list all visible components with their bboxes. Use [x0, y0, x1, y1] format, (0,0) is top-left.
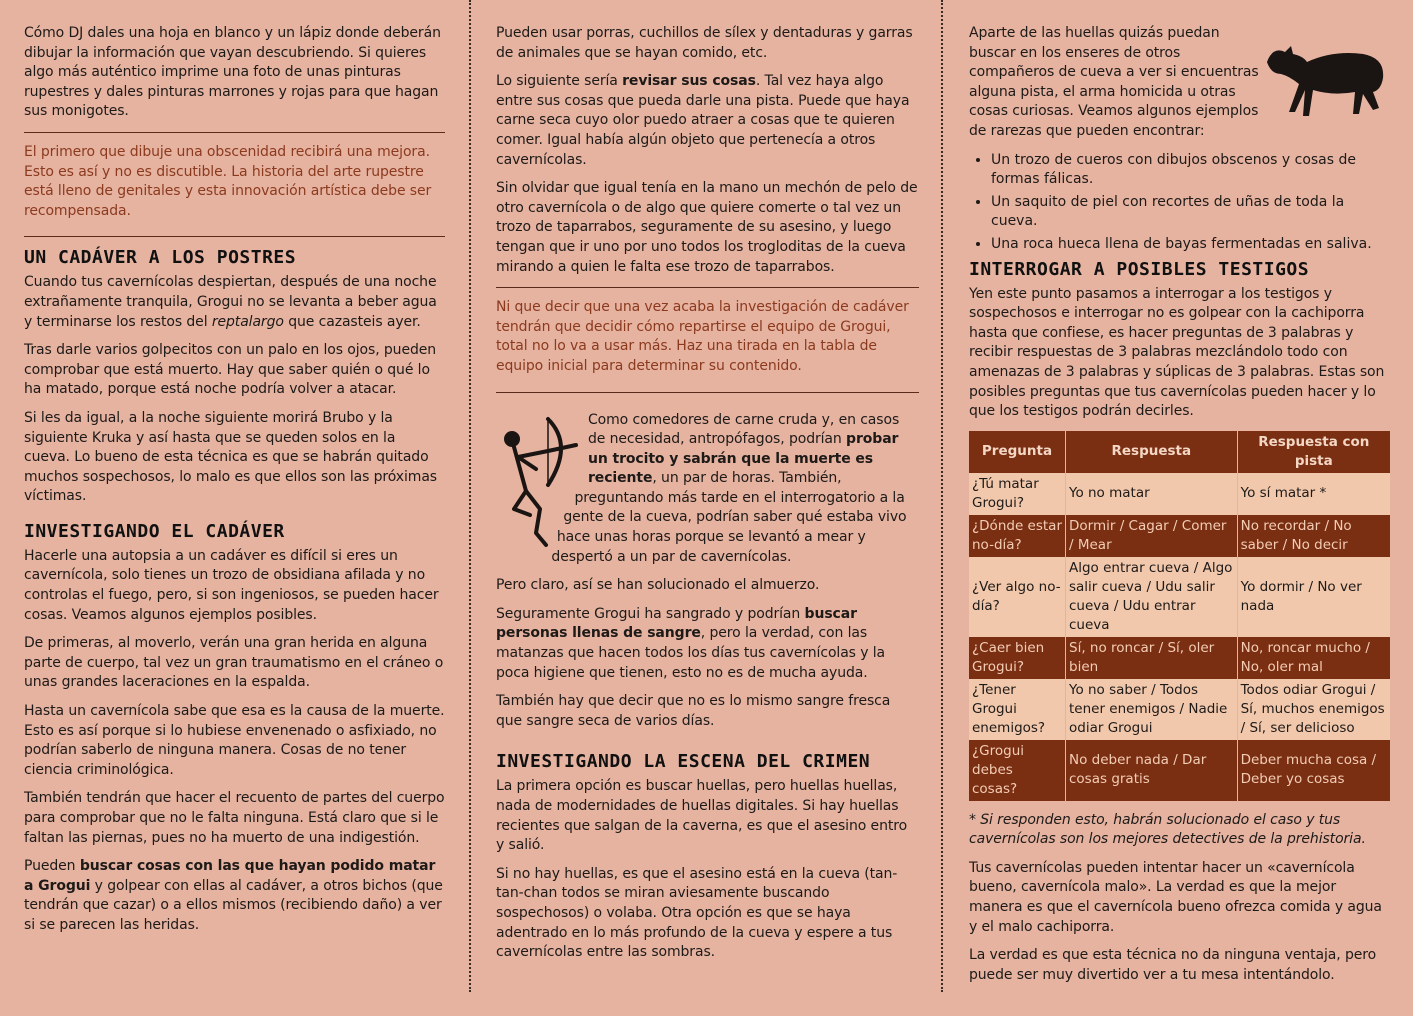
- questions-table: [969, 431, 1391, 801]
- column-divider-left: [469, 0, 471, 992]
- table-cell: ¿Dónde estar no-día?: [969, 515, 1066, 557]
- note-text: Ni que decir que una vez acaba la investigación de cadáver tendrán que decidir cómo repartirse el equipo de Grogui, total no lo va a usar más. Haz una tirada en la tabla de equipo inicial para determinar su contenido.: [496, 299, 909, 374]
- table-header: Pregunta: [969, 431, 1066, 473]
- paragraph: Si no hay huellas, es que el asesino está en la cueva (tan-tan-chan todos se miran aviesamente buscando sospechosos) o volaba. Otra opción es que se haya adentrado en lo más profundo de la cueva y espere a tus cavernícolas entre las sombras.: [496, 865, 898, 961]
- section-title-escena: INVESTIGANDO LA ESCENA DEL CRIMEN: [496, 751, 871, 773]
- table-row: [969, 637, 1391, 679]
- rarities-list: [969, 151, 1391, 255]
- table-row: [969, 515, 1391, 557]
- table-row: [969, 557, 1391, 637]
- paragraph: Pueden usar porras, cuchillos de sílex y dentaduras y garras de animales que se hayan comido, etc.: [496, 25, 913, 61]
- column-divider-right: [941, 0, 943, 992]
- table-row: [969, 679, 1391, 740]
- table-row: [969, 473, 1391, 515]
- wrapped-paragraph: Como comedores de carne cruda y, en casos de necesidad, antropófagos, podrían probar un trocito y sabrán que la muerte es reciente, un par de horas. También, preguntando más tarde en el interrogatorio a la gente de la cueva, podrían saber qué estaba vivo hace unas horas porque se levantó a mear y despertó a un par de cavernícolas.: [551, 411, 907, 565]
- table-cell: Deber mucha cosa / Deber yo cosas: [1237, 740, 1390, 801]
- paragraph: Pero claro, así se han solucionado el almuerzo.: [496, 577, 820, 594]
- table-cell: No deber nada / Dar cosas gratis: [1066, 740, 1238, 801]
- paragraph: También hay que decir que no es lo mismo sangre fresca que sangre seca de varios días.: [496, 693, 891, 729]
- table-header: Respuesta con pista: [1237, 431, 1390, 473]
- table-cell: ¿Tener Grogui enemigos?: [969, 679, 1066, 740]
- table-cell: ¿Grogui debes cosas?: [969, 740, 1066, 801]
- paragraph: Seguramente Grogui ha sangrado y podrían buscar personas llenas de sangre, pero la verdad, con las matanzas que hacen todos los días tus cavernícolas y la poca higiene que tienen, esto no es de mucha ayuda.: [496, 605, 886, 681]
- table-cell: No recordar / No saber / No decir: [1237, 515, 1390, 557]
- table-cell: Yo sí matar *: [1237, 473, 1390, 515]
- paragraph: También tendrán que hacer el recuento de partes del cuerpo para comprobar que no le falta ninguna. Está claro que si le faltan las piernas, pues no ha muerto de una indigestión.: [24, 790, 445, 846]
- paragraph: Tras darle varios golpecitos con un palo en los ojos, pueden comprobar que está muerto. Hay que saber quién o qué lo ha matado, porque está noche podría volver a atacar.: [24, 342, 437, 398]
- section-title-interrogar: INTERROGAR A POSIBLES TESTIGOS: [969, 258, 1310, 280]
- table-cell: ¿Tú matar Grogui?: [969, 473, 1066, 515]
- column-2: [496, 24, 919, 1016]
- column-3: [969, 24, 1391, 1016]
- section-title-investigando-cadaver: INVESTIGANDO EL CADÁVER: [24, 520, 285, 542]
- paragraph: La primera opción es buscar huellas, pero huellas huellas, nada de modernidades de huellas digitales. Si hay huellas recientes que salgan de la caverna, es que el asesino entro y salió.: [496, 778, 908, 854]
- paragraph: Tus cavernícolas pueden intentar hacer un «cavernícola bueno, cavernícola malo». La verdad es que la mejor manera es que el cavernícola bueno ofrezca comida y agua y el malo cachiporra.: [969, 859, 1382, 935]
- note-text: El primero que dibuje una obscenidad recibirá una mejora. Esto es así y no es discutible. La historia del arte rupestre está lleno de genitales y esta innovación artística debe ser recompensada.: [24, 143, 432, 219]
- wrapped-paragraph-block: [496, 411, 919, 568]
- note-box: [496, 287, 919, 392]
- paragraph: Hacerle una autopsia a un cadáver es difícil si eres un cavernícola, solo tienes un trozo de obsidiana afilada y no controlas el fuego, pero, si son ingeniosos, se pueden hacer cosas. Veamos algunos ejemplos posibles.: [24, 547, 439, 623]
- column-1: [24, 24, 445, 1016]
- list-item: • Un saquito de piel con recortes de uñas de toda la cueva.: [991, 193, 1391, 232]
- table-cell: Algo entrar cueva / Algo salir cueva / Udu salir cueva / Udu entrar cueva: [1066, 557, 1238, 637]
- paragraph: La verdad es que esta técnica no da ninguna ventaja, pero puede ser muy divertido ver a tu mesa intentándolo.: [969, 947, 1377, 983]
- paragraph: Yen este punto pasamos a interrogar a los testigos y sospechosos e interrogar no es golpear con la cachiporra hasta que confiese, es hacer preguntas de 3 palabras y recibir respuestas de 3 palabras mezclándolo todo con amenazas de 3 palabras y súplicas de 3 palabras. Estas son posibles preguntas que tus cavernícolas pueden hacer y lo que los testigos podrán decirles.: [969, 285, 1385, 420]
- list-item: • Una roca hueca llena de bayas fermentadas en saliva.: [991, 235, 1391, 255]
- table-cell: Yo no saber / Todos tener enemigos / Nadie odiar Grogui: [1066, 679, 1238, 740]
- table-cell: Dormir / Cagar / Comer / Mear: [1066, 515, 1238, 557]
- cave-painting-animal-icon: [1263, 32, 1391, 124]
- paragraph: Si les da igual, a la noche siguiente morirá Brubo y la siguiente Kruka y así hasta que se queden solos en la cueva. Lo bueno de esta técnica es que se habrán quitado muchos sospechosos, lo malo es que ellos son las próximas víctimas.: [24, 409, 437, 505]
- table-cell: No, roncar mucho / No, oler mal: [1237, 637, 1390, 679]
- paragraph: Pueden buscar cosas con las que hayan podido matar a Grogui y golpear con ellas al cadáver, a otros bichos (que tendrán que cazar) o a ellos mismos (recibiendo daño) a ver si se parecen las heridas.: [24, 858, 443, 933]
- table-cell: Todos odiar Grogui / Sí, muchos enemigos / Sí, ser delicioso: [1237, 679, 1390, 740]
- table-cell: ¿Ver algo no-día?: [969, 557, 1066, 637]
- list-item: • Un trozo de cueros con dibujos obscenos y cosas de formas fálicas.: [991, 151, 1391, 190]
- footnote: * Si responden esto, habrán solucionado el caso y tus cavernícolas son los mejores detectives de la prehistoria.: [969, 811, 1366, 848]
- table-header: Respuesta: [1066, 431, 1238, 473]
- intro-paragraph: Cómo DJ dales una hoja en blanco y un lápiz donde deberán dibujar la información que vayan descubriendo. Si quieres algo más auténtico imprime una foto de unas pinturas rupestres y dales pinturas marrones y rojas para que hagan sus monigotes.: [24, 25, 441, 120]
- table-cell: Yo dormir / No ver nada: [1237, 557, 1390, 637]
- section-title-cadaver: UN CADÁVER A LOS POSTRES: [24, 247, 297, 269]
- table-row: [969, 740, 1391, 801]
- paragraph: Sin olvidar que igual tenía en la mano un mechón de pelo de otro cavernícola o de algo que quiere comerte o tal vez un trozo de taparrabos, seguramente de su asesino, y luego tengan que ir uno por uno todos los trogloditas de la cueva mirando a quien le falta ese trozo de taparrabos.: [496, 180, 918, 275]
- cave-painting-archer-icon: [496, 413, 588, 563]
- paragraph: Cuando tus cavernícolas despiertan, después de una noche extrañamente tranquila, Grogui no se levanta a beber agua y terminarse los restos del reptalargo que cazasteis ayer.: [24, 274, 437, 330]
- table-cell: Yo no matar: [1066, 473, 1238, 515]
- paragraph: Hasta un cavernícola sabe que esa es la causa de la muerte. Esto es así porque si lo hubiese envenenado o asfixiado, no podrían saberlo de ninguna manera. Cosas de no tener ciencia criminológica.: [24, 703, 445, 778]
- paragraph: Lo siguiente sería revisar sus cosas. Tal vez haya algo entre sus cosas que pueda darle una pista. Puede que haya carne seca cuyo olor puedo atraer a cosas que te quieren comer. Igual había algún objeto que pertenecía a otros cavernícolas.: [496, 73, 910, 168]
- table-cell: ¿Caer bien Grogui?: [969, 637, 1066, 679]
- note-box: [24, 132, 445, 237]
- paragraph: De primeras, al moverlo, verán una gran herida en alguna parte de cuerpo, tal vez un gran traumatismo en el cráneo o unas grandes laceraciones en la espalda.: [24, 635, 444, 691]
- table-cell: Sí, no roncar / Sí, oler bien: [1066, 637, 1238, 679]
- paragraph: Aparte de las huellas quizás puedan buscar en los enseres de otros compañeros de cueva a ver si encuentras alguna pista, el arma homicida u otras cosas curiosas. Veamos algunos ejemplos de rarezas que pueden encontrar:: [969, 25, 1259, 139]
